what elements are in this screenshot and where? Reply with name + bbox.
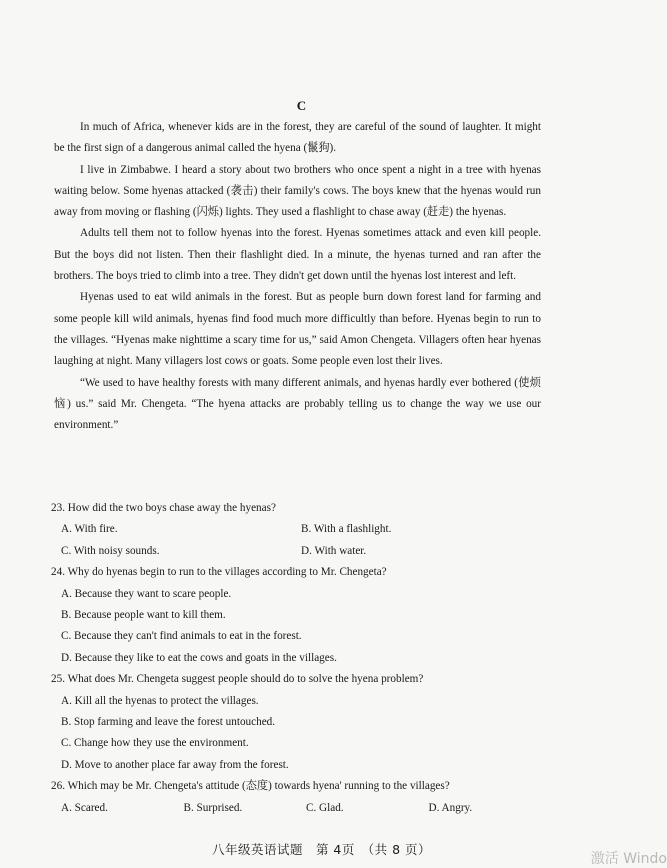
question-text: 25. What does Mr. Chengeta suggest people should do to solve the hyena problem? xyxy=(51,673,424,686)
passage-paragraph: Adults tell them not to follow hyenas into the forest. Hyenas sometimes attack and even kill people. But the boys did not listen. Then their flashlight died. In a minute, the hyenas turned and ran after the brothers. The boys tried to climb into a tree. They didn't get down until the hyenas lost interest and left. xyxy=(54,227,541,283)
question-text: 24. Why do hyenas begin to run to the villages according to Mr. Chengeta? xyxy=(51,566,387,579)
option-c: C. Change how they use the environment. xyxy=(61,737,249,750)
passage-paragraph: I live in Zimbabwe. I heard a story about two brothers who once spent a night in a tree with hyenas waiting below. Some hyenas attacked (袭击) their family's cows. The boys knew that the hyenas would run away from moving or flashing (闪烁) lights. They used a flashlight to chase away (赶走) the hyenas. xyxy=(54,163,541,219)
options-row xyxy=(51,541,551,562)
option-b: B. Because people want to kill them. xyxy=(61,609,226,622)
question-26 xyxy=(51,776,551,819)
question-25 xyxy=(51,669,551,776)
option-b: B. Surprised. xyxy=(183,801,243,814)
passage-paragraph: “We used to have healthy forests with many different animals, and hyenas hardly ever bothered (使烦恼) us.” said Mr. Chengeta. “The hyena attacks are probably telling us to change the way we use our environment.” xyxy=(54,376,541,432)
question-23 xyxy=(51,498,551,562)
section-letter: C xyxy=(296,98,307,113)
option-a: A. With fire. xyxy=(61,523,118,536)
option-c: C. Because they can't find animals to eat in the forest. xyxy=(61,630,302,643)
option-a: A. Kill all the hyenas to protect the villages. xyxy=(61,694,259,707)
question-24 xyxy=(51,562,551,669)
passage-paragraph: Hyenas used to eat wild animals in the forest. But as people burn down forest land for farming and some people kill wild animals, hyenas find food much more difficultly than before. Hyenas begin to run to the villages. “Hyenas make nighttime a scary time for us,” said Amon Chengeta. Villagers often hear hyenas laughing at night. Many villagers lost cows or goats. Some people even lost their lives. xyxy=(54,291,541,368)
option-c: C. With noisy sounds. xyxy=(61,544,160,557)
option-c: C. Glad. xyxy=(306,801,344,814)
options-row xyxy=(51,798,551,819)
question-text: 26. Which may be Mr. Chengeta's attitude (态度) towards hyena' running to the villages? xyxy=(51,780,450,793)
reading-passage xyxy=(54,117,541,436)
option-b: B. With a flashlight. xyxy=(301,523,392,536)
option-a: A. Because they want to scare people. xyxy=(61,587,232,600)
question-list xyxy=(51,498,551,819)
option-b: B. Stop farming and leave the forest untouched. xyxy=(61,716,276,729)
option-d: D. Because they like to eat the cows and goats in the villages. xyxy=(61,651,337,664)
page-footer: 八年级英语试题 第 4页 （共 8 页） xyxy=(211,842,432,857)
option-d: D. Move to another place far away from the forest. xyxy=(61,758,289,771)
option-d: D. Angry. xyxy=(428,801,473,814)
option-d: D. With water. xyxy=(301,544,367,557)
passage-paragraph: In much of Africa, whenever kids are in the forest, they are careful of the sound of laughter. It might be the first sign of a dangerous animal called the hyena (鬣狗). xyxy=(54,121,541,155)
options-row xyxy=(51,519,551,540)
os-activation-watermark: 激活 Windo xyxy=(590,851,667,867)
option-a: A. Scared. xyxy=(61,801,108,814)
question-text: 23. How did the two boys chase away the hyenas? xyxy=(51,502,276,514)
